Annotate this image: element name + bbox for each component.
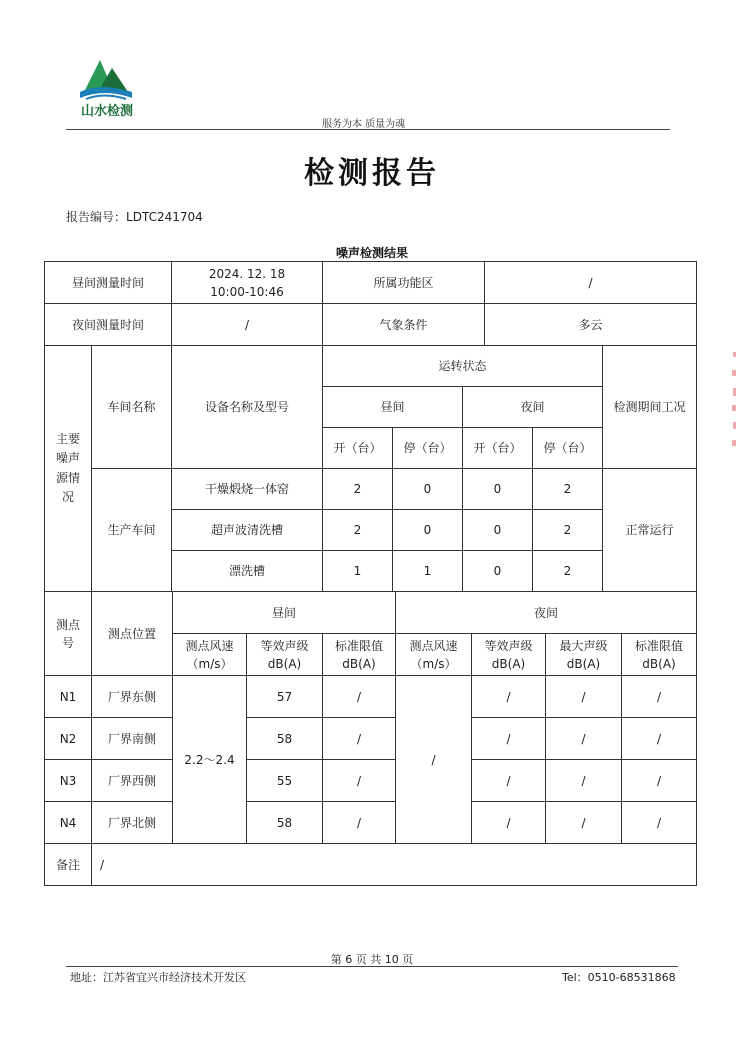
footer-address: 地址：江苏省宜兴市经济技术开发区	[70, 971, 246, 984]
day-leq: 58	[247, 802, 323, 844]
night-leq: /	[472, 718, 546, 760]
night-leq-header: 等效声级 dB(A)	[472, 634, 546, 676]
remarks-value: /	[92, 844, 697, 886]
point-position: 厂界西侧	[92, 760, 173, 802]
day-leq-header: 等效声级 dB(A)	[247, 634, 323, 676]
equipment-name: 漂洗槽	[172, 551, 323, 592]
weather-value: 多云	[485, 304, 697, 346]
point-position: 厂界北侧	[92, 802, 173, 844]
day-limit-header: 标准限值 dB(A)	[323, 634, 396, 676]
night-max: /	[546, 676, 622, 718]
weather-label: 气象条件	[323, 304, 485, 346]
report-number-value: LDTC241704	[126, 210, 203, 224]
night-wind-value: /	[396, 676, 472, 844]
day-wind-value: 2.2～2.4	[173, 676, 247, 844]
page-title: 检测报告	[304, 156, 440, 191]
night-off-count: 2	[533, 510, 603, 551]
day-time-label: 昼间测量时间	[45, 262, 172, 304]
equipment-header: 设备名称及型号	[172, 346, 323, 469]
equipment-name: 干燥煅烧一体窑	[172, 469, 323, 510]
day-limit: /	[323, 802, 396, 844]
night-off-header: 停（台）	[533, 428, 603, 469]
day-limit: /	[323, 676, 396, 718]
equipment-name: 超声波清洗槽	[172, 510, 323, 551]
slogan: 服务为本 质量为魂	[322, 119, 406, 130]
status-night-header: 夜间	[463, 387, 603, 428]
status-header: 运转状态	[323, 346, 603, 387]
info-table	[44, 261, 697, 346]
night-time-value: /	[172, 304, 323, 346]
night-on-count: 0	[463, 469, 533, 510]
night-on-count: 0	[463, 551, 533, 592]
sources-table	[44, 345, 697, 592]
night-wind-header: 测点风速 （m/s）	[396, 634, 472, 676]
day-leq: 57	[247, 676, 323, 718]
day-on-count: 1	[323, 551, 393, 592]
report-number	[66, 208, 203, 225]
day-on-count: 2	[323, 469, 393, 510]
condition-header: 检测期间工况	[603, 346, 697, 469]
day-hours: 10:00-10:46	[210, 284, 284, 299]
table-row	[45, 676, 697, 718]
night-limit: /	[622, 718, 697, 760]
report-number-label: 报告编号：	[66, 210, 127, 224]
remarks-table	[44, 843, 697, 886]
day-date: 2024. 12. 18	[208, 266, 286, 281]
table-row	[45, 760, 697, 802]
position-header: 测点位置	[92, 592, 173, 676]
night-on-count: 0	[463, 510, 533, 551]
point-no-header: 测点号	[45, 592, 92, 676]
day-limit: /	[323, 718, 396, 760]
night-on-header: 开（台）	[463, 428, 533, 469]
day-wind-header: 测点风速 （m/s）	[173, 634, 247, 676]
night-max: /	[546, 760, 622, 802]
day-off-header: 停（台）	[393, 428, 463, 469]
header-divider	[66, 129, 670, 130]
night-off-count: 2	[533, 469, 603, 510]
table-row	[45, 802, 697, 844]
workshop-name: 生产车间	[92, 469, 172, 592]
night-leq: /	[472, 802, 546, 844]
logo-text: 山水检测	[80, 104, 133, 119]
night-limit: /	[622, 760, 697, 802]
point-no: N3	[45, 760, 92, 802]
footer-tel: Tel：0510-68531868	[562, 971, 676, 984]
workshop-header: 车间名称	[92, 346, 172, 469]
info-row-day	[45, 262, 697, 304]
point-no: N1	[45, 676, 92, 718]
night-leq: /	[472, 676, 546, 718]
night-max: /	[546, 718, 622, 760]
condition-value: 正常运行	[603, 469, 697, 592]
night-limit: /	[622, 802, 697, 844]
source-row	[45, 469, 697, 510]
night-off-count: 2	[533, 551, 603, 592]
status-day-header: 昼间	[323, 387, 463, 428]
day-leq: 58	[247, 718, 323, 760]
night-leq: /	[472, 760, 546, 802]
meas-day-header: 昼间	[173, 592, 396, 634]
footer-divider	[66, 966, 678, 967]
point-position: 厂界东侧	[92, 676, 173, 718]
measurements-table	[44, 591, 697, 844]
day-off-count: 0	[393, 510, 463, 551]
table-caption: 噪声检测结果	[335, 246, 408, 260]
zone-label: 所属功能区	[323, 262, 485, 304]
day-off-count: 0	[393, 469, 463, 510]
noise-results-table	[44, 261, 697, 886]
stamp-edge	[730, 350, 738, 460]
table-row	[45, 718, 697, 760]
point-position: 厂界南侧	[92, 718, 173, 760]
info-row-night	[45, 304, 697, 346]
zone-value: /	[485, 262, 697, 304]
night-limit: /	[622, 676, 697, 718]
day-off-count: 1	[393, 551, 463, 592]
page-number: 第 6 页 共 10 页	[330, 953, 414, 966]
day-limit: /	[323, 760, 396, 802]
meas-night-header: 夜间	[396, 592, 697, 634]
day-leq: 55	[247, 760, 323, 802]
night-limit-header: 标准限值 dB(A)	[622, 634, 697, 676]
point-no: N2	[45, 718, 92, 760]
night-time-label: 夜间测量时间	[45, 304, 172, 346]
day-on-header: 开（台）	[323, 428, 393, 469]
night-max: /	[546, 802, 622, 844]
day-time-value	[172, 262, 323, 304]
point-no: N4	[45, 802, 92, 844]
remarks-label: 备注	[45, 844, 92, 886]
sources-row-header: 主要噪声源情况	[45, 346, 92, 592]
day-on-count: 2	[323, 510, 393, 551]
night-max-header: 最大声级 dB(A)	[546, 634, 622, 676]
